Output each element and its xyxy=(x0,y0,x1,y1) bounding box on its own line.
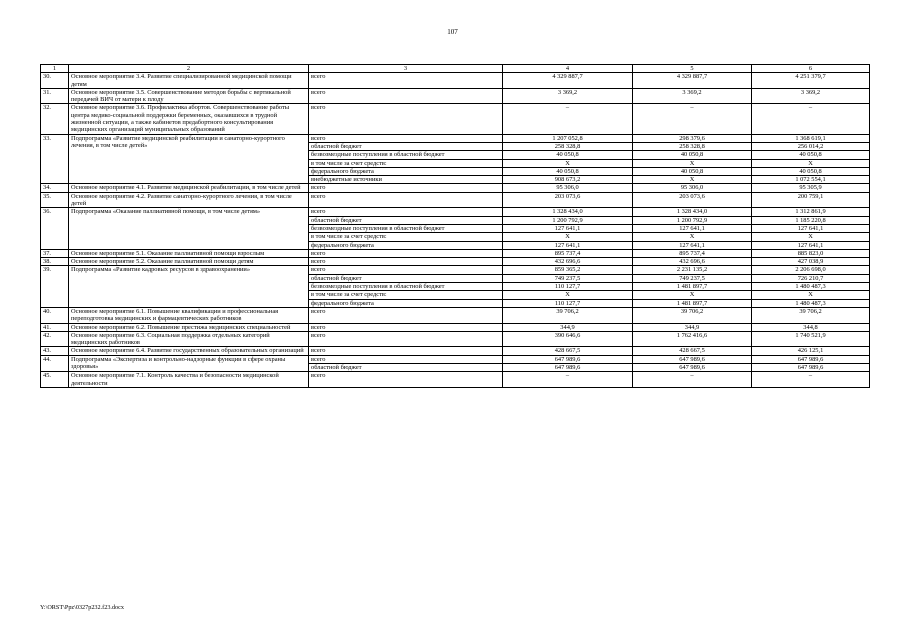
table-row xyxy=(41,184,870,192)
row-number: 37. xyxy=(41,249,69,257)
funding-source: в том числе за счет средств: xyxy=(309,291,503,299)
table-row xyxy=(41,266,870,274)
amount-cell: 298 379,6 xyxy=(633,134,752,142)
amount-cell: Х xyxy=(752,233,870,241)
row-number: 41. xyxy=(41,323,69,331)
table-row xyxy=(41,88,870,104)
amount-cell: 40 050,8 xyxy=(633,151,752,159)
amount-cell: 749 237,5 xyxy=(503,274,633,282)
program-name: Основное мероприятие 6.3. Социальная поддержка отдельных категорий медицинских работников xyxy=(69,331,309,347)
amount-cell: 256 014,2 xyxy=(752,142,870,150)
funding-source: безвозмездные поступления в областной бюджет xyxy=(309,151,503,159)
funding-source: федерального бюджета xyxy=(309,299,503,307)
row-number: 39. xyxy=(41,266,69,307)
amount-cell: 647 989,6 xyxy=(633,355,752,363)
funding-source: всего xyxy=(309,192,503,208)
header-cell: 1 xyxy=(41,65,69,73)
amount-cell: 258 328,8 xyxy=(633,142,752,150)
row-number: 43. xyxy=(41,347,69,355)
table-row xyxy=(41,104,870,134)
amount-cell: – xyxy=(503,104,633,134)
amount-cell: 200 759,1 xyxy=(752,192,870,208)
amount-cell: 95 306,0 xyxy=(503,184,633,192)
program-name: Основное мероприятие 6.1. Повышение квалификации и профессиональная переподготовка медицинских и фармацевтических работников xyxy=(69,307,309,323)
program-name: Подпрограмма «Развитие медицинской реабилитации и санаторно-курортного лечения, в том числе детей» xyxy=(69,134,309,184)
amount-cell: Х xyxy=(633,176,752,184)
program-name: Подпрограмма «Оказание паллиативной помощи, в том числе детям» xyxy=(69,208,309,249)
table-row xyxy=(41,355,870,363)
program-name: Подпрограмма «Развитие кадровых ресурсов в здравоохранении» xyxy=(69,266,309,307)
amount-cell: 885 823,0 xyxy=(752,249,870,257)
funding-source: всего xyxy=(309,355,503,363)
table-row xyxy=(41,192,870,208)
funding-source: безвозмездные поступления в областной бюджет xyxy=(309,283,503,291)
funding-source: в том числе за счет средств: xyxy=(309,159,503,167)
funding-source: внебюджетные источники xyxy=(309,176,503,184)
funding-source: всего xyxy=(309,307,503,323)
row-number: 42. xyxy=(41,331,69,347)
row-number: 30. xyxy=(41,73,69,89)
amount-cell: 344,9 xyxy=(633,323,752,331)
amount-cell: 40 050,8 xyxy=(633,167,752,175)
amount-cell: 3 369,2 xyxy=(752,88,870,104)
program-name: Основное мероприятие 6.4. Развитие государственных образовательных организаций xyxy=(69,347,309,355)
amount-cell: 428 667,5 xyxy=(633,347,752,355)
amount-cell: 344,8 xyxy=(752,323,870,331)
program-name: Основное мероприятие 3.4. Развитие специализированной медицинской помощи детям xyxy=(69,73,309,89)
amount-cell: 1 368 619,1 xyxy=(752,134,870,142)
table-row xyxy=(41,307,870,323)
amount-cell: 3 369,2 xyxy=(633,88,752,104)
amount-cell: 895 737,4 xyxy=(503,249,633,257)
row-number: 31. xyxy=(41,88,69,104)
file-path-footer: Y:\ORST\Ppz\0327p232.f23.docx xyxy=(40,604,124,611)
amount-cell: 432 696,6 xyxy=(633,258,752,266)
amount-cell: 647 989,6 xyxy=(503,355,633,363)
program-name: Основное мероприятие 3.6. Профилактика абортов. Совершенствование работы центра медико-социальной поддержки беременных, оказавшихся в трудной жизненной ситуации, а также кабинетов предабортного консультирования медицинских организаций муниципальных образований xyxy=(69,104,309,134)
amount-cell: 1 481 897,7 xyxy=(633,283,752,291)
row-number: 33. xyxy=(41,134,69,184)
amount-cell: 908 673,2 xyxy=(503,176,633,184)
amount-cell: Х xyxy=(503,159,633,167)
funding-source: федерального бюджета xyxy=(309,167,503,175)
amount-cell: 1 312 861,9 xyxy=(752,208,870,216)
funding-source: областной бюджет xyxy=(309,142,503,150)
row-number: 40. xyxy=(41,307,69,323)
amount-cell: 39 706,2 xyxy=(633,307,752,323)
amount-cell: 127 641,1 xyxy=(503,241,633,249)
program-name: Основное мероприятие 3.5. Совершенствование методов борьбы с вертикальной передачей ВИЧ от матери к плоду xyxy=(69,88,309,104)
amount-cell: 203 073,6 xyxy=(633,192,752,208)
amount-cell: 3 369,2 xyxy=(503,88,633,104)
funding-source: всего xyxy=(309,134,503,142)
amount-cell: – xyxy=(503,372,633,388)
amount-cell: 258 328,8 xyxy=(503,142,633,150)
amount-cell: 110 127,7 xyxy=(503,299,633,307)
amount-cell: 4 251 379,7 xyxy=(752,73,870,89)
header-row xyxy=(41,65,870,73)
amount-cell: – xyxy=(752,104,870,134)
funding-source: всего xyxy=(309,249,503,257)
row-number: 44. xyxy=(41,355,69,372)
table-row xyxy=(41,258,870,266)
amount-cell: – xyxy=(633,104,752,134)
amount-cell: Х xyxy=(503,291,633,299)
amount-cell: 1 200 792,9 xyxy=(503,216,633,224)
amount-cell: – xyxy=(633,372,752,388)
amount-cell: 1 480 487,3 xyxy=(752,299,870,307)
amount-cell: Х xyxy=(633,159,752,167)
row-number: 35. xyxy=(41,192,69,208)
page-number: 107 xyxy=(447,28,458,36)
amount-cell: 426 125,1 xyxy=(752,347,870,355)
amount-cell: 427 038,9 xyxy=(752,258,870,266)
funding-source: всего xyxy=(309,208,503,216)
amount-cell: 4 329 887,7 xyxy=(633,73,752,89)
amount-cell: 1 185 220,8 xyxy=(752,216,870,224)
amount-cell: 1 207 052,8 xyxy=(503,134,633,142)
amount-cell: Х xyxy=(752,291,870,299)
amount-cell: 1 328 434,0 xyxy=(633,208,752,216)
amount-cell: Х xyxy=(752,159,870,167)
funding-source: всего xyxy=(309,184,503,192)
amount-cell: 127 641,1 xyxy=(633,241,752,249)
funding-source: всего xyxy=(309,347,503,355)
amount-cell: 95 306,0 xyxy=(633,184,752,192)
funding-source: безвозмездные поступления в областной бюджет xyxy=(309,224,503,232)
amount-cell: 749 237,5 xyxy=(633,274,752,282)
header-cell: 6 xyxy=(752,65,870,73)
funding-source: областной бюджет xyxy=(309,274,503,282)
table-row xyxy=(41,134,870,142)
amount-cell: 40 050,8 xyxy=(503,151,633,159)
amount-cell: 127 641,1 xyxy=(752,224,870,232)
funding-source: всего xyxy=(309,258,503,266)
amount-cell: 390 646,6 xyxy=(503,331,633,347)
amount-cell: 859 365,2 xyxy=(503,266,633,274)
program-name: Основное мероприятие 6.2. Повышение престижа медицинских специальностей xyxy=(69,323,309,331)
table-row xyxy=(41,323,870,331)
amount-cell: 1 328 434,0 xyxy=(503,208,633,216)
amount-cell: Х xyxy=(633,233,752,241)
header-cell: 2 xyxy=(69,65,309,73)
amount-cell: 95 305,9 xyxy=(752,184,870,192)
row-number: 32. xyxy=(41,104,69,134)
amount-cell: Х xyxy=(503,233,633,241)
amount-cell: 1 200 792,9 xyxy=(633,216,752,224)
funding-source: областной бюджет xyxy=(309,216,503,224)
header-cell: 3 xyxy=(309,65,503,73)
amount-cell: 203 073,6 xyxy=(503,192,633,208)
budget-table xyxy=(40,64,870,388)
amount-cell: 127 641,1 xyxy=(752,241,870,249)
amount-cell: 647 989,6 xyxy=(633,363,752,371)
program-name: Основное мероприятие 5.2. Оказание паллиативной помощи детям xyxy=(69,258,309,266)
amount-cell: 647 989,6 xyxy=(752,363,870,371)
amount-cell: 39 706,2 xyxy=(752,307,870,323)
funding-source: областной бюджет xyxy=(309,363,503,371)
amount-cell: 895 737,4 xyxy=(633,249,752,257)
table-row xyxy=(41,372,870,388)
amount-cell: 40 050,8 xyxy=(752,151,870,159)
program-name: Основное мероприятие 5.1. Оказание паллиативной помощи взрослым xyxy=(69,249,309,257)
program-name: Подпрограмма «Экспертиза и контрольно-надзорные функции в сфере охраны здоровья» xyxy=(69,355,309,372)
funding-source: федерального бюджета xyxy=(309,241,503,249)
table-row xyxy=(41,347,870,355)
header-cell: 5 xyxy=(633,65,752,73)
amount-cell: 726 210,7 xyxy=(752,274,870,282)
program-name: Основное мероприятие 4.2. Развитие санаторно-курортного лечения, в том числе детей xyxy=(69,192,309,208)
amount-cell: 432 696,6 xyxy=(503,258,633,266)
table-row xyxy=(41,208,870,216)
amount-cell: 647 989,6 xyxy=(503,363,633,371)
amount-cell: 1 480 487,3 xyxy=(752,283,870,291)
table-row xyxy=(41,73,870,89)
amount-cell: Х xyxy=(633,291,752,299)
amount-cell: 428 667,5 xyxy=(503,347,633,355)
amount-cell: 2 231 135,2 xyxy=(633,266,752,274)
program-name: Основное мероприятие 4.1. Развитие медицинской реабилитации, в том числе детей xyxy=(69,184,309,192)
amount-cell: 40 050,8 xyxy=(503,167,633,175)
amount-cell: 1 072 554,1 xyxy=(752,176,870,184)
program-name: Основное мероприятие 7.1. Контроль качества и безопасности медицинской деятельности xyxy=(69,372,309,388)
header-cell: 4 xyxy=(503,65,633,73)
funding-source: всего xyxy=(309,323,503,331)
funding-source: всего xyxy=(309,73,503,89)
funding-source: всего xyxy=(309,104,503,134)
funding-source: всего xyxy=(309,331,503,347)
amount-cell: 1 740 521,9 xyxy=(752,331,870,347)
row-number: 38. xyxy=(41,258,69,266)
table-row xyxy=(41,249,870,257)
amount-cell: 4 329 887,7 xyxy=(503,73,633,89)
amount-cell: 127 641,1 xyxy=(503,224,633,232)
row-number: 45. xyxy=(41,372,69,388)
amount-cell: 127 641,1 xyxy=(633,224,752,232)
amount-cell: 110 127,7 xyxy=(503,283,633,291)
amount-cell: 2 206 698,0 xyxy=(752,266,870,274)
funding-source: всего xyxy=(309,372,503,388)
amount-cell: 344,9 xyxy=(503,323,633,331)
funding-source: всего xyxy=(309,88,503,104)
amount-cell: – xyxy=(752,372,870,388)
funding-source: в том числе за счет средств: xyxy=(309,233,503,241)
table-row xyxy=(41,331,870,347)
amount-cell: 647 989,6 xyxy=(752,355,870,363)
row-number: 36. xyxy=(41,208,69,249)
funding-source: всего xyxy=(309,266,503,274)
row-number: 34. xyxy=(41,184,69,192)
amount-cell: 40 050,8 xyxy=(752,167,870,175)
amount-cell: 1 481 897,7 xyxy=(633,299,752,307)
amount-cell: 1 762 416,6 xyxy=(633,331,752,347)
amount-cell: 39 706,2 xyxy=(503,307,633,323)
